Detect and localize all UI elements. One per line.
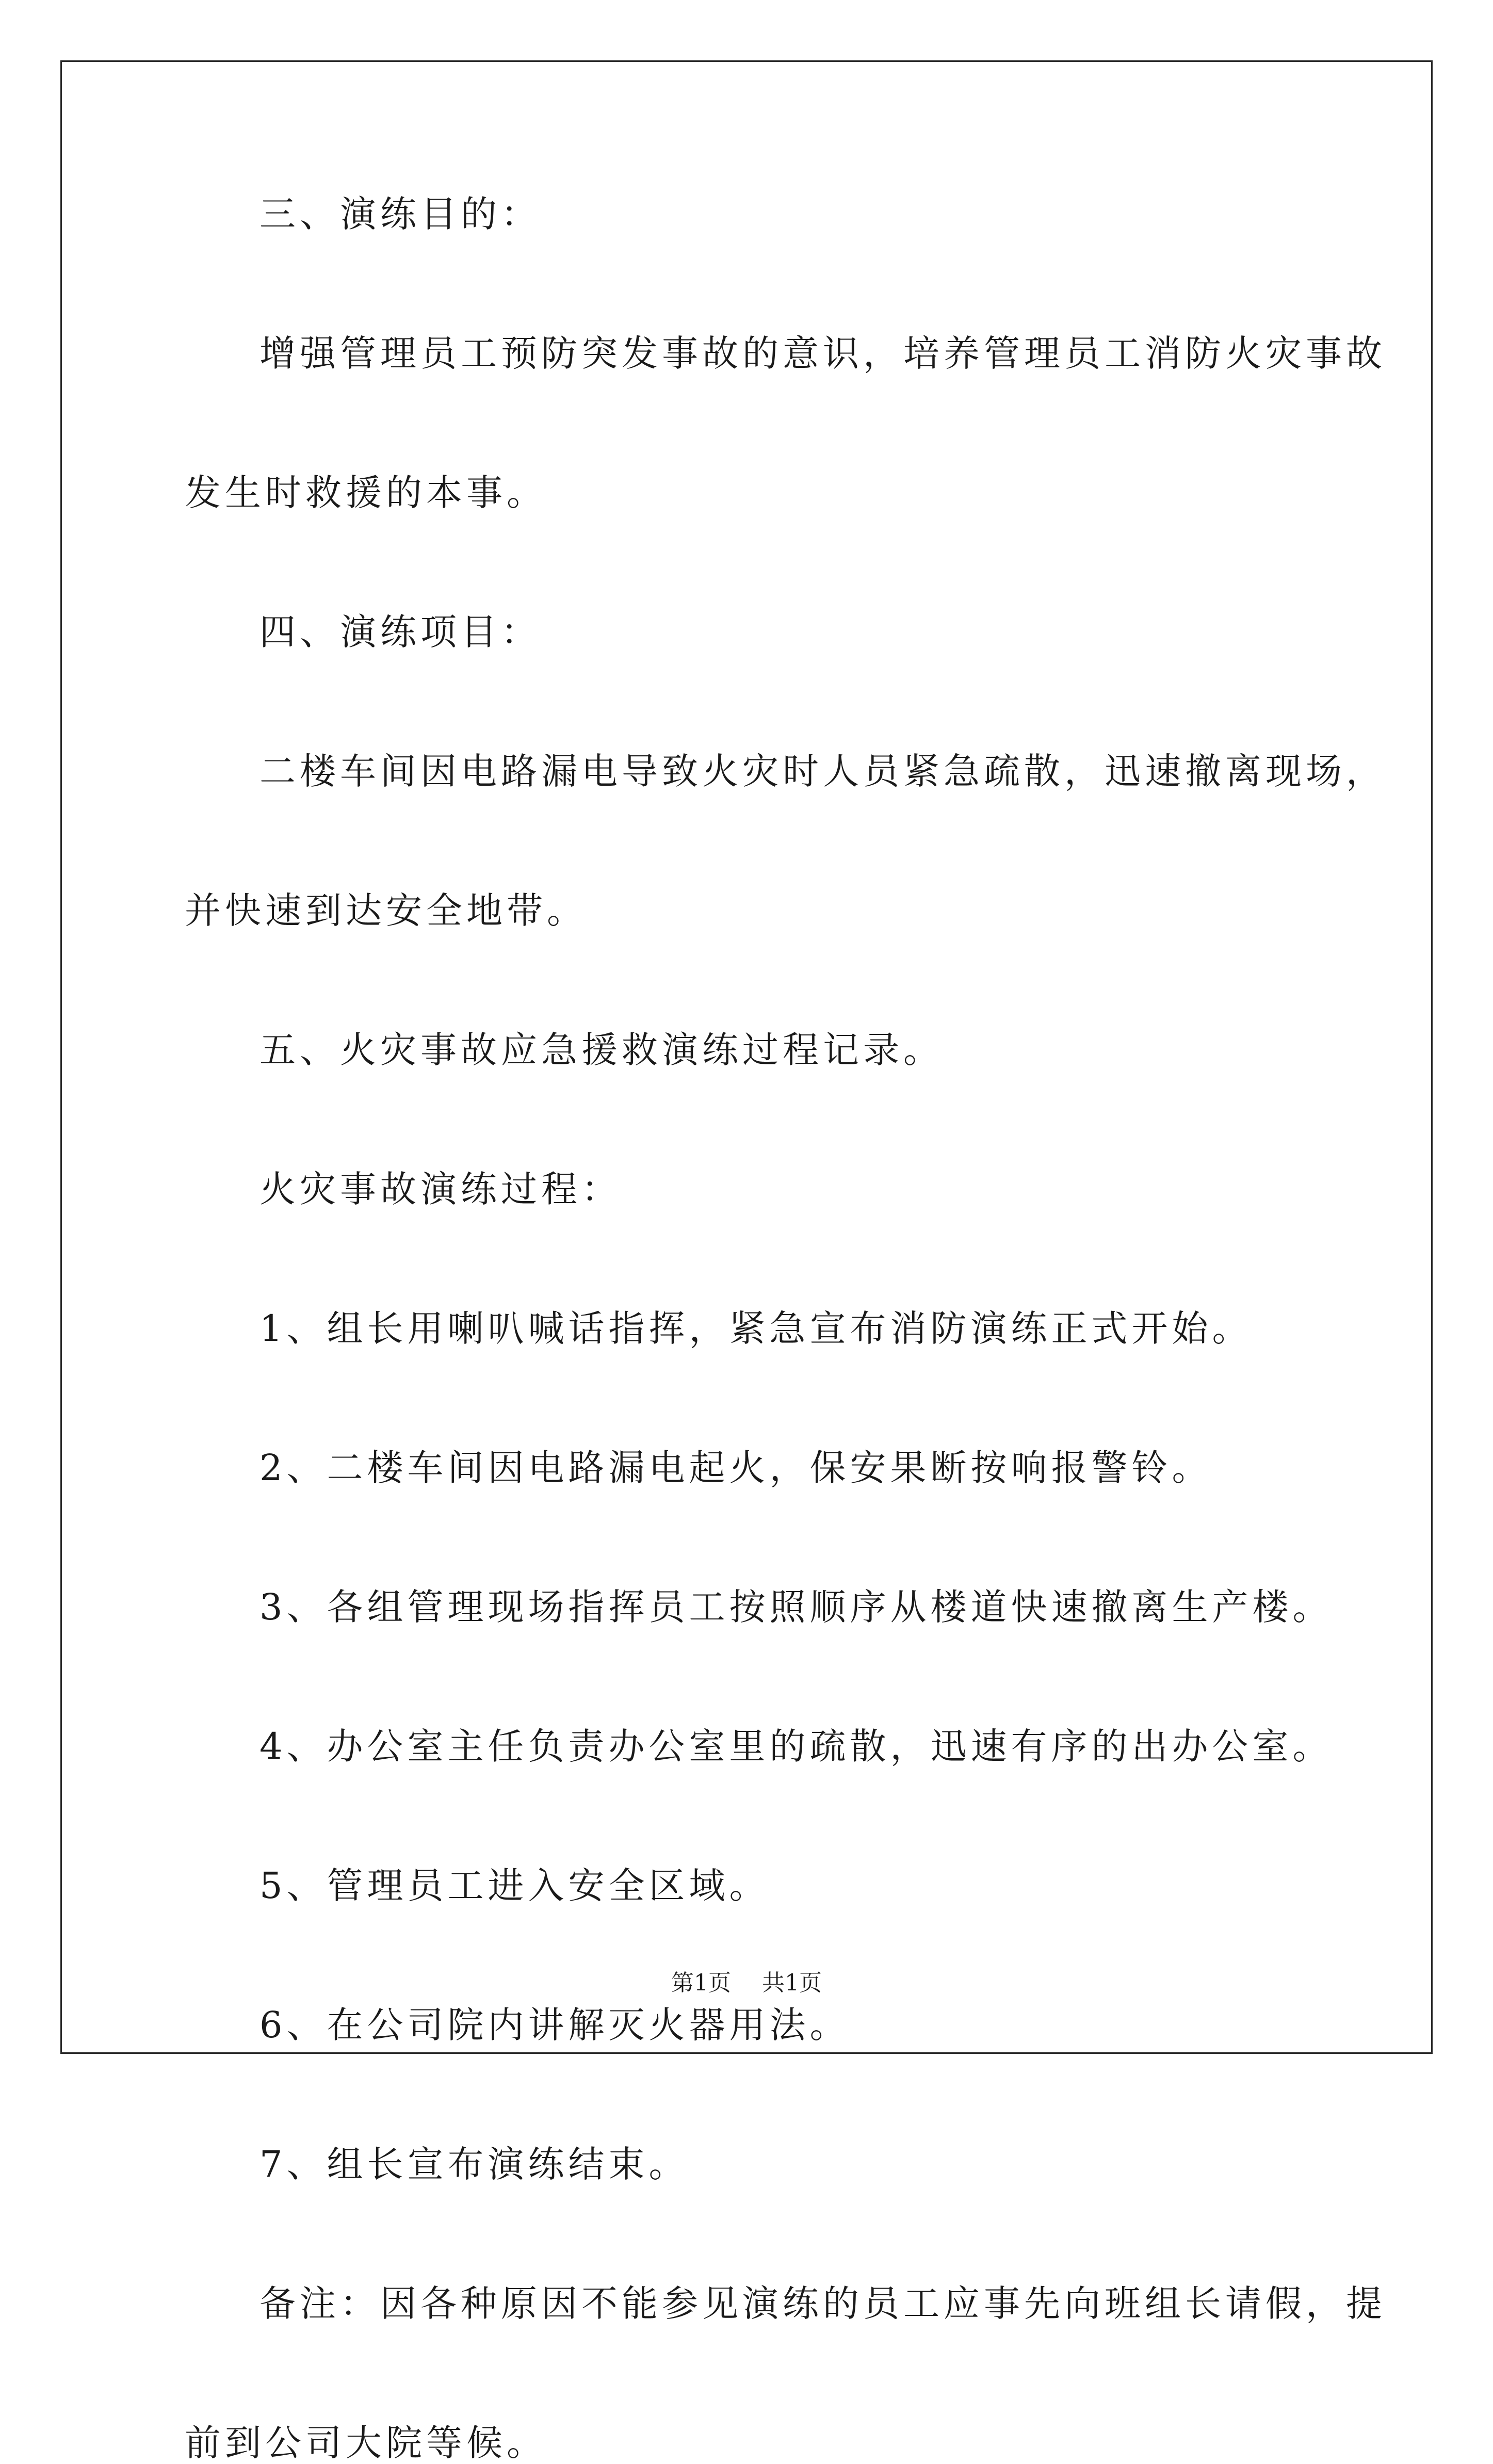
items-text-line-1: 二楼车间因电路漏电导致火灾时人员紧急疏散，迅速撤离现场， [259,750,1386,792]
process-step-5: 5、管理员工进入安全区域。 [259,1865,770,1907]
remark-line-1: 备注：因各种原因不能参见演练的员工应事先向班组长请假，提 [259,2282,1386,2325]
section-heading-purpose: 三、演练目的： [259,193,541,235]
section-heading-record: 五、火灾事故应急援救演练过程记录。 [259,1029,944,1071]
process-step-4: 4、办公室主任负责办公室里的疏散，迅速有序的出办公室。 [259,1725,1333,1768]
process-step-6: 6、在公司院内讲解灭火器用法。 [259,2004,850,2046]
remark-line-2: 前到公司大院等候。 [185,2422,547,2464]
document-body [185,193,1386,2464]
process-step-2: 2、二楼车间因电路漏电起火，保安果断按响报警铃。 [259,1447,1212,1489]
process-heading: 火灾事故演练过程： [259,1168,622,1210]
page-number-current: 第1页 [671,1970,731,1996]
process-step-3: 3、各组管理现场指挥员工按照顺序从楼道快速撤离生产楼。 [259,1586,1333,1628]
section-heading-items: 四、演练项目： [259,611,541,653]
purpose-text-line-1: 增强管理员工预防突发事故的意识，培养管理员工消防火灾事故 [259,332,1386,375]
process-step-1: 1、组长用喇叭喊话指挥，紧急宣布消防演练正式开始。 [259,1307,1253,1350]
page-footer [0,1972,1493,1995]
page-number-total: 共1页 [762,1970,822,1996]
purpose-text-line-2: 发生时救援的本事。 [185,472,547,514]
process-step-7: 7、组长宣布演练结束。 [259,2143,689,2185]
items-text-line-2: 并快速到达安全地带。 [185,889,587,932]
